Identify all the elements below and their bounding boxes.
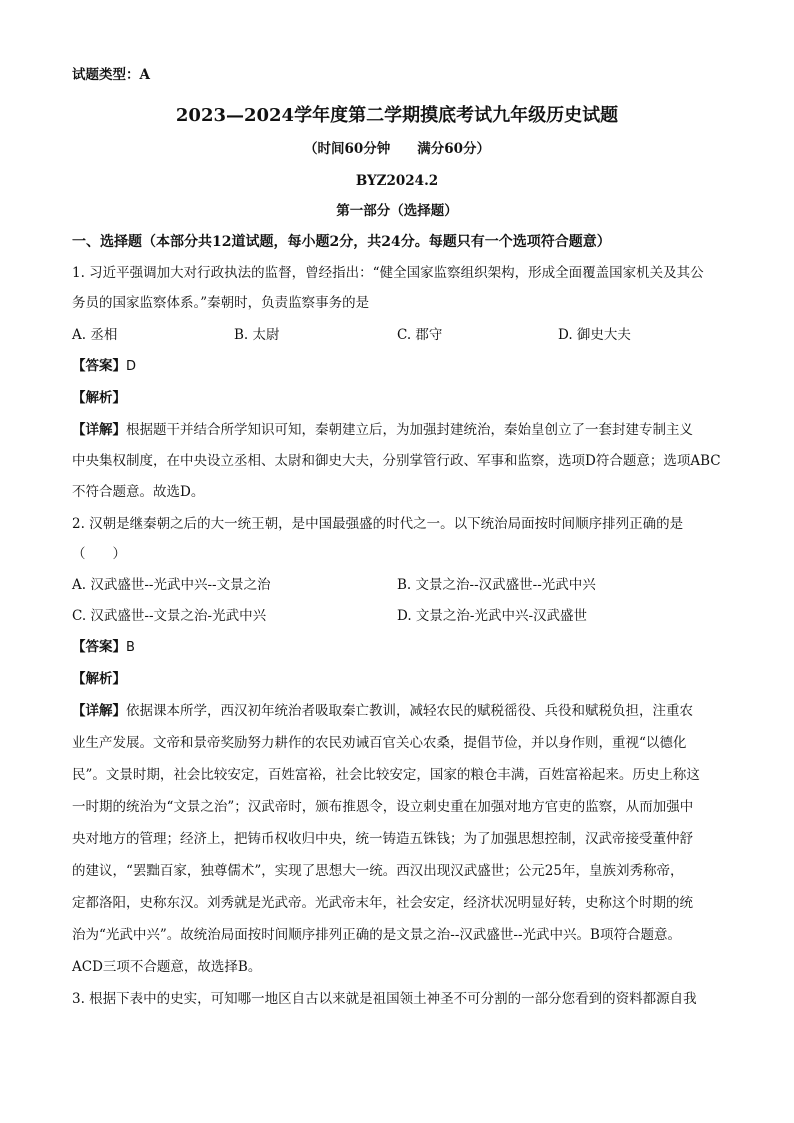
detail-line: 央对地方的管理；经济上，把铸币权收归中央，统一铸造五铢钱；为了加强思想控制，汉武帝接受董仲舒: [72, 831, 693, 847]
detail-line: 中央集权制度，在中央设立丞相、太尉和御史大夫，分别掌管行政、军事和监察，选项D符合题意；选项ABC: [72, 453, 721, 469]
detail-text: 根据题干并结合所学知识可知，秦朝建立后，为加强封建统治，秦始皇创立了一套封建专制主义: [126, 422, 693, 438]
section-heading: 一、选择题（本部分共12道试题，每小题2分，共24分。每题只有一个选项符合题意）: [72, 234, 611, 250]
detail-line: 不符合题意。故选D。: [72, 484, 205, 500]
answer-line: [72, 638, 732, 657]
question-stem-line: 3. 根据下表中的史实，可知哪一地区自古以来就是祖国领土神圣不可分割的一部分您看到的资料都源自我: [72, 991, 697, 1007]
analysis-tag: 【解析】: [72, 671, 126, 687]
detail-tag: 【详解】: [72, 422, 126, 438]
answer-tag: 【答案】: [72, 639, 126, 655]
detail-line: 的建议，“罢黜百家，独尊儒术”，实现了思想大一统。西汉出现汉武盛世；公元25年，皇族刘秀称帝，: [72, 863, 684, 879]
option-d: D. 御史大夫: [558, 327, 631, 343]
exam-subtitle: （时间60分钟 满分60分）: [303, 141, 491, 157]
question-stem-line: 1. 习近平强调加大对行政执法的监督，曾经指出：“健全国家监察组织架构，形成全面覆盖国家机关及其公: [72, 265, 704, 281]
option-c: C. 汉武盛世--文景之治-光武中兴: [72, 608, 267, 624]
option-c: C. 郡守: [397, 327, 443, 343]
detail-tag: 【详解】: [72, 703, 126, 719]
option-b: B. 文景之治--汉武盛世--光武中兴: [397, 577, 596, 593]
exam-type-label: 试题类型：A: [72, 67, 150, 83]
option-d: D. 文景之治-光武中兴-汉武盛世: [397, 608, 588, 624]
answer-value: B: [126, 640, 135, 655]
option-b: B. 太尉: [234, 327, 280, 343]
answer-line: [72, 357, 732, 376]
question-stem-line: （ ）: [72, 546, 126, 562]
analysis-tag: 【解析】: [72, 390, 126, 406]
detail-line: ACD三项不合题意，故选择B。: [72, 959, 262, 975]
detail-line: 定都洛阳，史称东汉。刘秀就是光武帝。光武帝末年，社会安定，经济状况明显好转，史称这个时期的统: [72, 895, 693, 911]
detail-line: 民”。文景时期，社会比较安定，百姓富裕，社会比较安定，国家的粮仓丰满，百姓富裕起来。历史上称这: [72, 767, 700, 783]
detail-line: 治为“光武中兴”。故统治局面按时间顺序排列正确的是文景之治--汉武盛世--光武中兴。B项符合题意。: [72, 927, 681, 943]
question-stem-line: 务员的国家监察体系。”秦朝时，负责监察事务的是: [72, 295, 370, 311]
detail-line: 业生产发展。文帝和景帝奖励努力耕作的农民劝诫百官关心农桑，提倡节俭，并以身作则，重视“以德化: [72, 735, 687, 751]
exam-title: 2023—2024学年度第二学期摸底考试九年级历史试题: [175, 105, 619, 126]
option-a: A. 丞相: [72, 327, 118, 343]
question-stem-line: 2. 汉朝是继秦朝之后的大一统王朝，是中国最强盛的时代之一。以下统治局面按时间顺序排列正确的是: [72, 516, 684, 532]
answer-tag: 【答案】: [72, 358, 126, 374]
option-a: A. 汉武盛世--光武中兴--文景之治: [72, 577, 271, 593]
detail-line: [72, 702, 732, 720]
detail-line: [72, 421, 732, 439]
detail-text: 依据课本所学，西汉初年统治者吸取秦亡教训，减轻农民的赋税徭役、兵役和赋税负担，注重农: [126, 703, 693, 719]
exam-code: BYZ2024.2: [355, 173, 439, 189]
detail-line: 一时期的统治为“文景之治”；汉武帝时，颁布推恩令，设立刺史重在加强对地方官吏的监察，从而加强中: [72, 799, 694, 815]
answer-value: D: [126, 359, 137, 374]
part-heading: 第一部分（选择题）: [336, 203, 458, 219]
